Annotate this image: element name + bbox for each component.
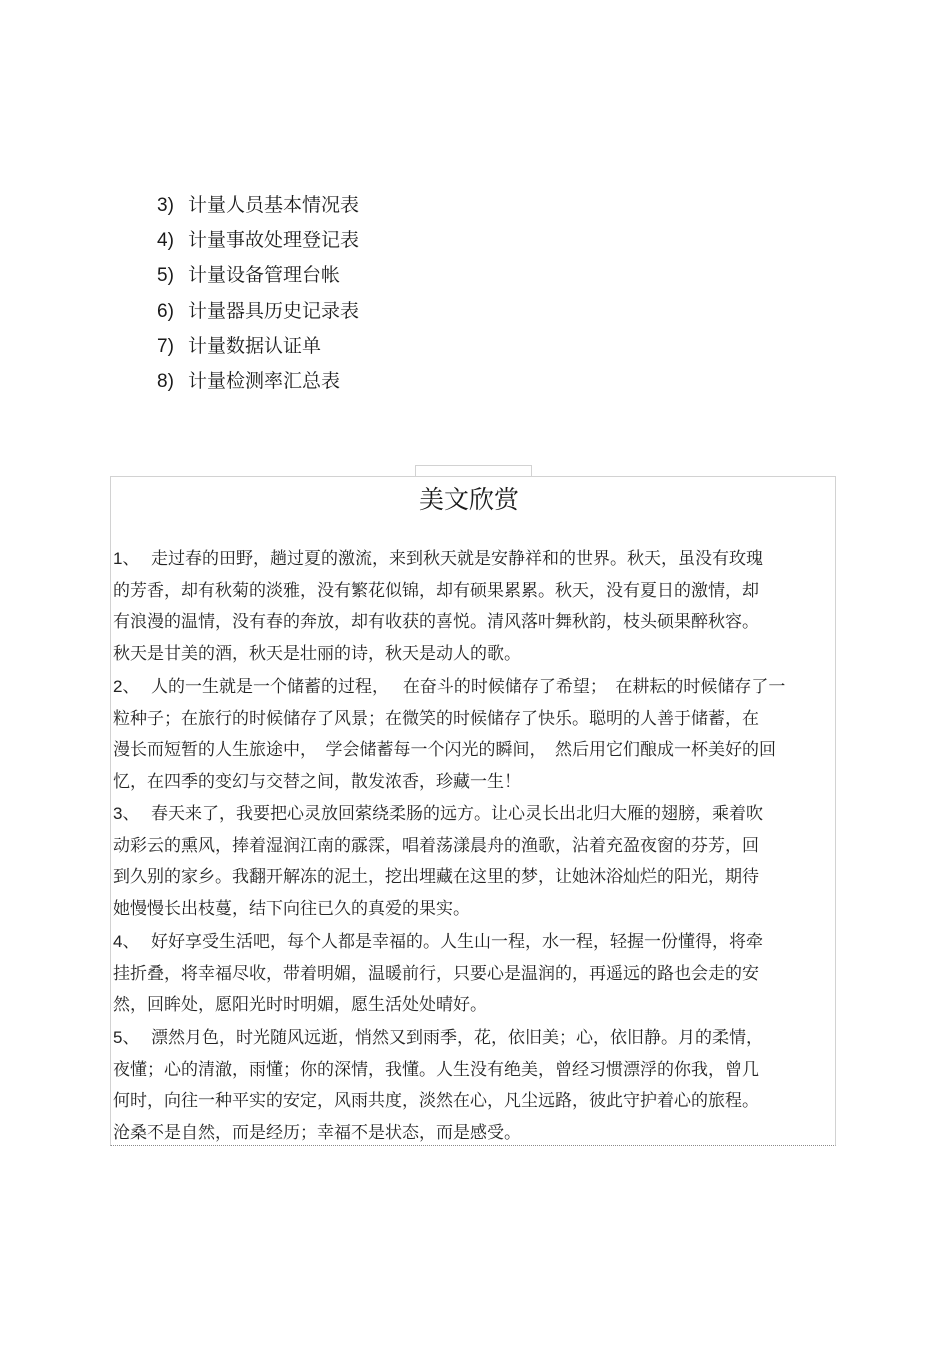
paragraph-line: 秋天是甘美的酒，秋天是壮丽的诗，秋天是动人的歌。 bbox=[113, 643, 521, 664]
paragraph-line bbox=[113, 671, 785, 704]
paragraph-line: 挂折叠，将幸福尽收，带着明媚，温暖前行，只要心是温润的，再遥远的路也会走的安 bbox=[113, 963, 759, 984]
paragraph-line: 忆，在四季的变幻与交替之间，散发浓香，珍藏一生！ bbox=[113, 771, 521, 792]
paragraph-line: 沧桑不是自然，而是经历；幸福不是状态，而是感受。 bbox=[113, 1122, 521, 1143]
list-item-text: 计量检测率汇总表 bbox=[188, 369, 341, 392]
essay-paragraph-5 bbox=[113, 1022, 763, 1149]
list-item-number: 6) bbox=[157, 300, 174, 322]
paragraph-line-text: 春天来了，我要把心灵放回萦绕柔肠的远方。让心灵长出北归大雁的翅膀，乘着吹 bbox=[151, 804, 763, 824]
paragraph-line bbox=[113, 926, 763, 959]
paragraph-line-text: 人的一生就是一个储蓄的过程， 在奋斗的时候储存了希望； 在耕耘的时候储存了一 bbox=[151, 677, 786, 697]
paragraph-line: 夜懂；心的清澈，雨懂；你的深情，我懂。人生没有绝美，曾经习惯漂浮的你我，曾几 bbox=[113, 1059, 759, 1080]
paragraph-number: 2、 bbox=[113, 677, 140, 696]
essay-paragraph-1 bbox=[113, 543, 763, 670]
paragraph-line: 漫长而短暂的人生旅途中， 学会储蓄每一个闪光的瞬间， 然后用它们酿成一杯美好的回 bbox=[113, 740, 776, 760]
essay-paragraph-3 bbox=[113, 798, 763, 925]
list-item-text: 计量事故处理登记表 bbox=[188, 229, 360, 252]
list-item bbox=[157, 294, 359, 329]
essay-paragraph-4 bbox=[113, 926, 763, 1022]
paragraph-number: 1、 bbox=[113, 549, 140, 568]
list-item-number: 4) bbox=[157, 230, 174, 252]
paragraph-number: 5、 bbox=[113, 1028, 140, 1047]
essay-box bbox=[110, 476, 836, 1146]
paragraph-line-text: 漂然月色，时光随风远逝，悄然又到雨季，花，依旧美；心，依旧静。月的柔情， bbox=[151, 1028, 763, 1048]
paragraph-line-text: 好好享受生活吧，每个人都是幸福的。人生山一程，水一程，轻握一份懂得，将牵 bbox=[151, 932, 763, 952]
paragraph-line-text: 走过春的田野，趟过夏的激流，来到秋天就是安静祥和的世界。秋天，虽没有玫瑰 bbox=[151, 549, 763, 569]
list-item-text: 计量人员基本情况表 bbox=[188, 194, 360, 216]
paragraph-number: 4、 bbox=[113, 932, 140, 951]
list-item-text: 计量设备管理台帐 bbox=[188, 264, 341, 287]
list-item-text: 计量器具历史记录表 bbox=[188, 299, 360, 322]
paragraph-line bbox=[113, 1022, 763, 1055]
essay-paragraph-2 bbox=[113, 671, 785, 798]
paragraph-line: 粒种子；在旅行的时候储存了风景；在微笑的时候储存了快乐。聪明的人善于储蓄，在 bbox=[113, 708, 759, 729]
list-item bbox=[157, 329, 359, 364]
paragraph-line bbox=[113, 798, 763, 831]
list-item-text: 计量数据认证单 bbox=[188, 334, 322, 357]
list-item-number: 3) bbox=[157, 195, 174, 216]
paragraph-line: 到久别的家乡。我翻开解冻的泥土，挖出埋藏在这里的梦，让她沐浴灿烂的阳光，期待 bbox=[113, 867, 759, 887]
paragraph-line: 何时，向往一种平实的安定，风雨共度，淡然在心，凡尘远路，彼此守护着心的旅程。 bbox=[113, 1091, 759, 1111]
list-item bbox=[157, 364, 359, 399]
list-item bbox=[157, 223, 359, 258]
paragraph-line: 然，回眸处，愿阳光时时明媚，愿生活处处晴好。 bbox=[113, 995, 487, 1015]
paragraph-line: 她慢慢长出枝蔓，结下向往已久的真爱的果实。 bbox=[113, 898, 470, 919]
list-item-number: 7) bbox=[157, 335, 174, 357]
form-list bbox=[157, 188, 359, 399]
paragraph-line bbox=[113, 543, 763, 576]
paragraph-line: 动彩云的熏风，捧着湿润江南的霡霂，唱着荡漾晨舟的渔歌，沾着充盈夜窗的芬芳，回 bbox=[113, 835, 759, 856]
list-item-number: 5) bbox=[157, 265, 174, 287]
list-item bbox=[157, 188, 359, 223]
list-item bbox=[157, 258, 359, 293]
paragraph-line: 的芳香，却有秋菊的淡雅，没有繁花似锦，却有硕果累累。秋天，没有夏日的激情，却 bbox=[113, 580, 759, 601]
paragraph-number: 3、 bbox=[113, 804, 140, 823]
essay-title: 美文欣赏 bbox=[418, 485, 519, 514]
list-item-number: 8) bbox=[157, 370, 174, 392]
paragraph-line: 有浪漫的温情，没有春的奔放，却有收获的喜悦。清风落叶舞秋韵，枝头硕果醉秋容。 bbox=[113, 612, 759, 632]
